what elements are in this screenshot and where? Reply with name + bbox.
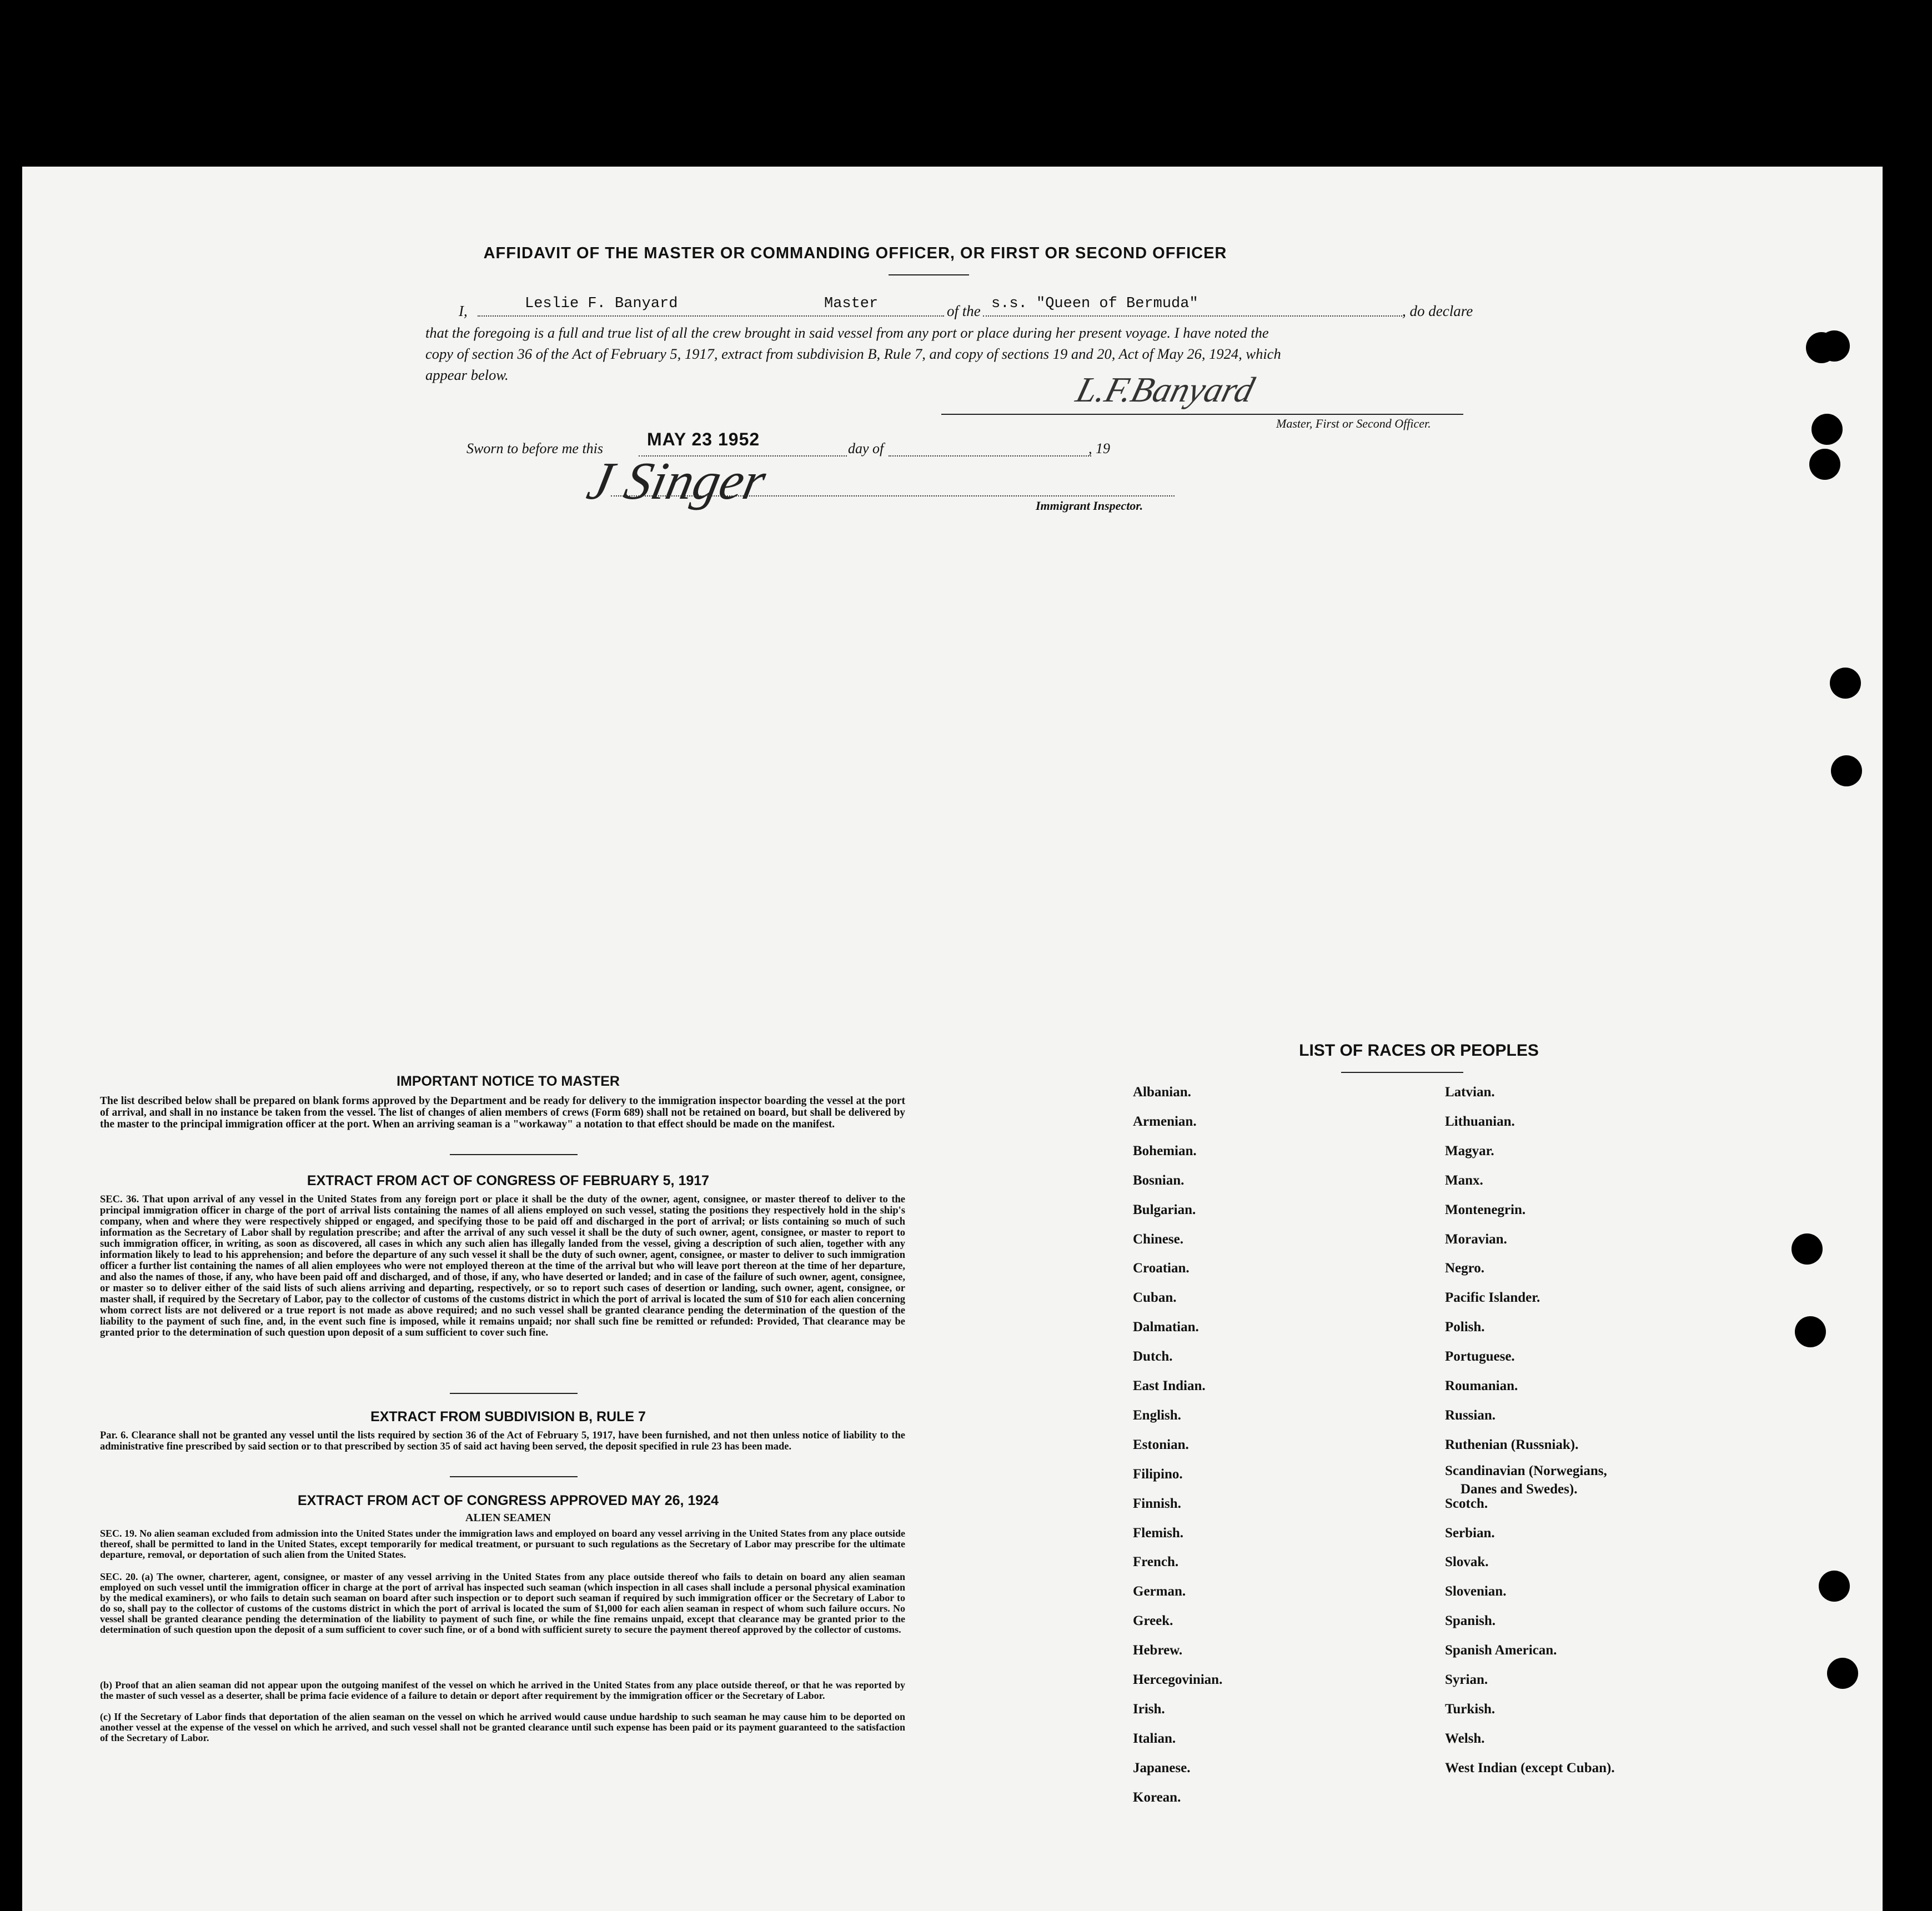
sec19-text: SEC. 19. No alien seaman excluded from admission into the United States under the immigration laws and employed on board any vessel arriving in the United States from any place outside thereof, shall be permitted to land in the United States, except temporarily for medical treatment, or pursuant to such regulations as the Secretary of Labor may prescribe for the ultimate departure, removal, or deportation of such alien from the United States. [100,1528,905,1560]
race-item: German. [1133,1584,1186,1599]
extract-1917-title: EXTRACT FROM ACT OF CONGRESS OF FEBRUARY 5, 1917 [307,1173,710,1188]
race-item: Hercegovinian. [1133,1672,1223,1687]
punch-hole [1819,330,1850,362]
race-item: West Indian (except Cuban). [1445,1760,1615,1775]
punch-hole [1831,755,1862,786]
race-item: Manx. [1445,1172,1483,1188]
form-sheet [22,167,1883,1911]
notice-text: The list described below shall be prepared on blank forms approved by the Department and be ready for delivery to the immigration inspector boarding the vessel at the port of arrival, and shall in no instance be taken from the vessel. The list of changes of alien members of crews (Form 689) shall not be retained on board, but shall be delivered by the master to the principal immigration officer at the port. When an arriving seaman is a "workaway" a notation to that effect should be made on the manifest. [100,1095,905,1130]
inspector-line [611,495,1175,496]
race-item: Spanish American. [1445,1643,1557,1658]
race-item: Ruthenian (Russniak). [1445,1437,1579,1452]
extract-rule7-divider [450,1476,578,1477]
date-stamp: MAY 23 1952 [647,429,760,449]
of-the-label: of the [947,303,981,319]
punch-hole [1819,1571,1850,1602]
race-item: French. [1133,1554,1179,1570]
race-item: Korean. [1133,1789,1181,1805]
punch-hole [1795,1316,1826,1347]
race-item: Negro. [1445,1261,1485,1276]
punch-hole [1792,1233,1823,1265]
alien-seamen-subtitle: ALIEN SEAMEN [465,1512,551,1524]
vessel-name: s.s. "Queen of Bermuda" [991,295,1198,312]
race-item: Serbian. [1445,1525,1495,1541]
race-item: Greek. [1133,1613,1173,1629]
extract-1924-title: EXTRACT FROM ACT OF CONGRESS APPROVED MAY 26, 1924 [297,1493,719,1508]
month-line [889,455,1091,457]
signature-line [941,414,1463,415]
sec20c-text: (c) If the Secretary of Labor finds that deportation of the alien seaman on the vessel on which he arrived would cause undue hardship to such seaman he may cause him to be deported on another vessel at the expense of the vessel on which he arrived, and such vessel shall not be granted clearance until such expense has been paid or its payment guaranteed to the satisfaction of the Secretary of Labor. [100,1711,905,1743]
master-rank: Master [824,295,879,312]
race-item: Scandinavian (Norwegians, [1445,1463,1607,1478]
race-item: Finnish. [1133,1496,1181,1511]
race-item: Latvian. [1445,1085,1495,1100]
race-item: Bulgarian. [1133,1202,1196,1217]
sworn-label: Sworn to before me this [466,440,604,457]
race-item: Slovenian. [1445,1584,1507,1599]
race-item: Syrian. [1445,1672,1488,1687]
race-item: Dutch. [1133,1349,1173,1365]
race-item: Dalmatian. [1133,1320,1199,1335]
master-name: Leslie F. Banyard [525,295,678,312]
race-item: Russian. [1445,1407,1496,1423]
race-item: Roumanian. [1445,1378,1518,1393]
race-item: Magyar. [1445,1143,1494,1158]
race-item: Scotch. [1445,1496,1488,1511]
title-divider [889,274,969,275]
sec20a-text: SEC. 20. (a) The owner, charterer, agent, consignee, or master of any vessel arriving in the United States from any place outside thereof who fails to detain on board any alien seaman employed on such vessel until the immigration officer in charge at the port of arrival has inspected such seaman (which inspection in all cases shall include a personal physical examination by the medical examiners), or who fails to detain such seaman on board after such inspection or to deport such seaman if required by such immigration officer or the Secretary of Labor to do so, shall pay to the collector of customs of the customs district in which the port of arrival is located the sum of $1,000 for each alien seaman in respect of whom such failure occurs. No vessel shall be granted clearance pending the determination of the liability to payment of such fine, or while the fine remains unpaid, except that clearance may be granted prior to the determination of such question upon the deposit of a sum sufficient to cover such fine, or of a bond with sufficient surety to secure the payment thereof approved by the collector of customs. [100,1571,905,1635]
race-item: Bohemian. [1133,1143,1197,1158]
vessel-line [983,315,1402,317]
extract-rule7-text: Par. 6. Clearance shall not be granted any vessel until the lists required by section 36 of the Act of February 5, 1917, have been furnished, and not then unless notice of liability to the administrative fine prescribed by said section or to that prescribed by section 35 of said act having been served, the deposit specified in rule 23 has been made. [100,1430,905,1452]
race-item: English. [1133,1407,1181,1423]
race-item: Spanish. [1445,1613,1496,1629]
race-item: Montenegrin. [1445,1202,1526,1217]
race-item: Bosnian. [1133,1172,1185,1188]
affidavit-title: AFFIDAVIT OF THE MASTER OR COMMANDING OFFICER, OR FIRST OR SECOND OFFICER [483,244,1227,262]
punch-hole [1811,414,1843,445]
race-item: Albanian. [1133,1085,1191,1100]
year-prefix: , 19 [1088,440,1110,457]
signature-caption: Master, First or Second Officer. [1276,417,1431,430]
race-item: Irish. [1133,1701,1165,1717]
race-item: Flemish. [1133,1525,1183,1541]
races-divider [1341,1072,1463,1073]
race-item: Welsh. [1445,1731,1485,1746]
race-item: Japanese. [1133,1760,1191,1775]
extract-rule7-title: EXTRACT FROM SUBDIVISION B, RULE 7 [370,1409,646,1425]
race-item: Polish. [1445,1320,1485,1335]
race-item: Italian. [1133,1731,1176,1746]
sec20b-text: (b) Proof that an alien seaman did not appear upon the outgoing manifest of the vessel on which he arrived in the United States from any place outside thereof, or that he was reported by the master of such vessel as a deserter, shall be prima facie evidence of a failure to detain or deport after requirement by the immigration officer or the Secretary of Labor. [100,1679,905,1701]
race-item: Turkish. [1445,1701,1496,1717]
inspector-caption: Immigrant Inspector. [1036,499,1143,513]
race-item: Slovak. [1445,1554,1489,1570]
race-item: Armenian. [1133,1114,1197,1129]
extract-1917-divider [450,1393,578,1394]
race-item: Chinese. [1133,1231,1183,1247]
race-item: Hebrew. [1133,1643,1183,1658]
notice-title: IMPORTANT NOTICE TO MASTER [397,1074,620,1089]
notice-divider [450,1154,578,1155]
race-item: Estonian. [1133,1437,1189,1452]
punch-hole [1809,449,1840,480]
race-item: East Indian. [1133,1378,1206,1393]
race-item: Lithuanian. [1445,1114,1515,1129]
master-signature: L.F.Banyard [1072,370,1259,409]
races-title: LIST OF RACES OR PEOPLES [1299,1041,1539,1060]
race-item: Danes and Swedes). [1461,1481,1578,1497]
race-item: Pacific Islander. [1445,1290,1540,1306]
declaration-line-1: that the foregoing is a full and true list of all the crew brought in said vessel from any port or place during her present voyage. I have noted the [425,324,1269,341]
race-item: Croatian. [1133,1261,1190,1276]
do-declare-label: , do declare [1402,303,1473,319]
i-label: I, [459,303,468,319]
race-item: Moravian. [1445,1231,1507,1247]
name-line [478,315,944,317]
inspector-signature: J Singer [582,451,771,510]
extract-1917-text: SEC. 36. That upon arrival of any vessel in the United States from any foreign port or place it shall be the duty of the owner, agent, consignee, or master thereof to deliver to the principal immigration officer in charge of the port of arrival lists containing the names of all aliens employed on such vessel, stating the positions they respectively hold in the ship's company, when and where they were respectively shipped or engaged, and specifying those to be paid off and discharged in the port of arrival; or lists containing so much of such information as the Secretary of Labor shall by regulation prescribe; and after the arrival of any such vessel it shall be the duty of such owner, agent, consignee, or master to report to such immigration officer, in writing, as soon as discovered, all cases in which any such alien has illegally landed from the vessel, giving a description of such alien, together with any information likely to lead to his apprehension; and before the departure of any such vessel it shall be the duty of such owner, agent, consignee, or master to deliver to such immigration officer a further list containing the names of all alien employees who were not employed thereon at the time of the arrival but who will leave port thereon at the time of her departure, and also the names of those, if any, who have been paid off and discharged, and of those, if any, who have deserted or landed; and in case of the failure of such owner, agent, consignee, or master so to deliver either of the said lists of such aliens arriving and departing, respectively, or so to report such cases of desertion or landing, such owner, agent, consignee, or master shall, if required by the Secretary of Labor, pay to the collector of customs of the customs district in which the port of arrival is located the sum of $10 for each alien concerning whom correct lists are not delivered or a true report is not made as above required; and no such vessel shall be granted clearance pending the determination of the question of the liability to the payment of such fine, and, in the event such fine is imposed, while it remains unpaid; nor shall such fine be remitted or refunded: Provided, That clearance may be granted prior to the determination of such question upon deposit of a sum sufficient to cover such fine. [100,1194,905,1338]
declaration-line-3: appear below. [425,367,509,383]
race-item: Filipino. [1133,1466,1183,1482]
punch-hole [1830,668,1861,699]
race-item: Portuguese. [1445,1349,1515,1365]
day-of-label: day of [848,440,884,457]
race-item: Cuban. [1133,1290,1177,1306]
declaration-line-2: copy of section 36 of the Act of February 5, 1917, extract from subdivision B, Rule 7, and copy of sections 19 and 20, Act of May 26, 1924, which [425,345,1281,362]
punch-hole [1827,1658,1858,1689]
